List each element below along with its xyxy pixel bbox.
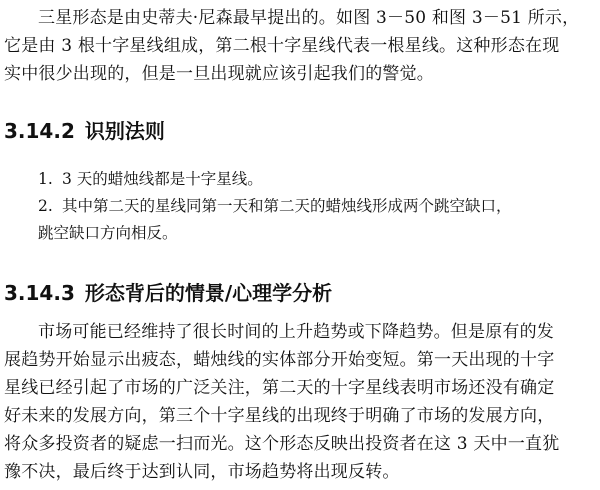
list-item-continuation: 跳空缺口方向相反。	[38, 224, 178, 242]
analysis-line-1: 市场可能已经维持了很长时间的上升趋势或下降趋势。但是原有的发	[38, 322, 554, 342]
intro-line-1: 三星形态是由史蒂夫·尼森最早提出的。如图 3－50 和图 3－51 所示，	[38, 8, 580, 28]
intro-line-3: 实中很少出现的，但是一旦出现就应该引起我们的警觉。	[4, 64, 434, 84]
section-number: 3.14.3	[4, 281, 75, 305]
list-marker: 1.	[38, 170, 53, 188]
list-item-text: 3 天的蜡烛线都是十字星线。	[62, 170, 263, 188]
analysis-line-6: 豫不决，最后终于达到认同，市场趋势将出现反转。	[4, 462, 400, 482]
rules-list	[38, 166, 598, 247]
section-number: 3.14.2	[4, 119, 75, 143]
analysis-line-4: 好未来的发展方向，第三个十字星线的出现终于明确了市场的发展方向，	[4, 406, 555, 426]
analysis-line-5: 将众多投资者的疑虑一扫而光。这个形态反映出投资者在这 3 天中一直犹	[4, 434, 560, 454]
analysis-line-2: 展趋势开始显示出疲态，蜡烛线的实体部分开始变短。第一天出现的十字	[4, 350, 555, 370]
list-item-text: 其中第二天的星线同第一天和第二天的蜡烛线形成两个跳空缺口，	[62, 197, 512, 215]
section-heading-identify	[4, 118, 165, 144]
section-title: 形态背后的情景/心理学分析	[84, 281, 333, 305]
section-heading-psychology	[4, 280, 332, 306]
list-item	[38, 193, 598, 247]
list-marker: 2.	[38, 197, 53, 215]
intro-paragraph	[4, 4, 598, 88]
analysis-paragraph	[4, 318, 598, 486]
analysis-line-3: 星线已经引起了市场的广泛关注，第二天的十字星线表明市场还没有确定	[4, 378, 555, 398]
section-title: 识别法则	[84, 119, 165, 143]
list-item	[38, 166, 598, 193]
intro-line-2: 它是由 3 根十字星线组成，第二根十字星线代表一根星线。这种形态在现	[4, 36, 560, 56]
